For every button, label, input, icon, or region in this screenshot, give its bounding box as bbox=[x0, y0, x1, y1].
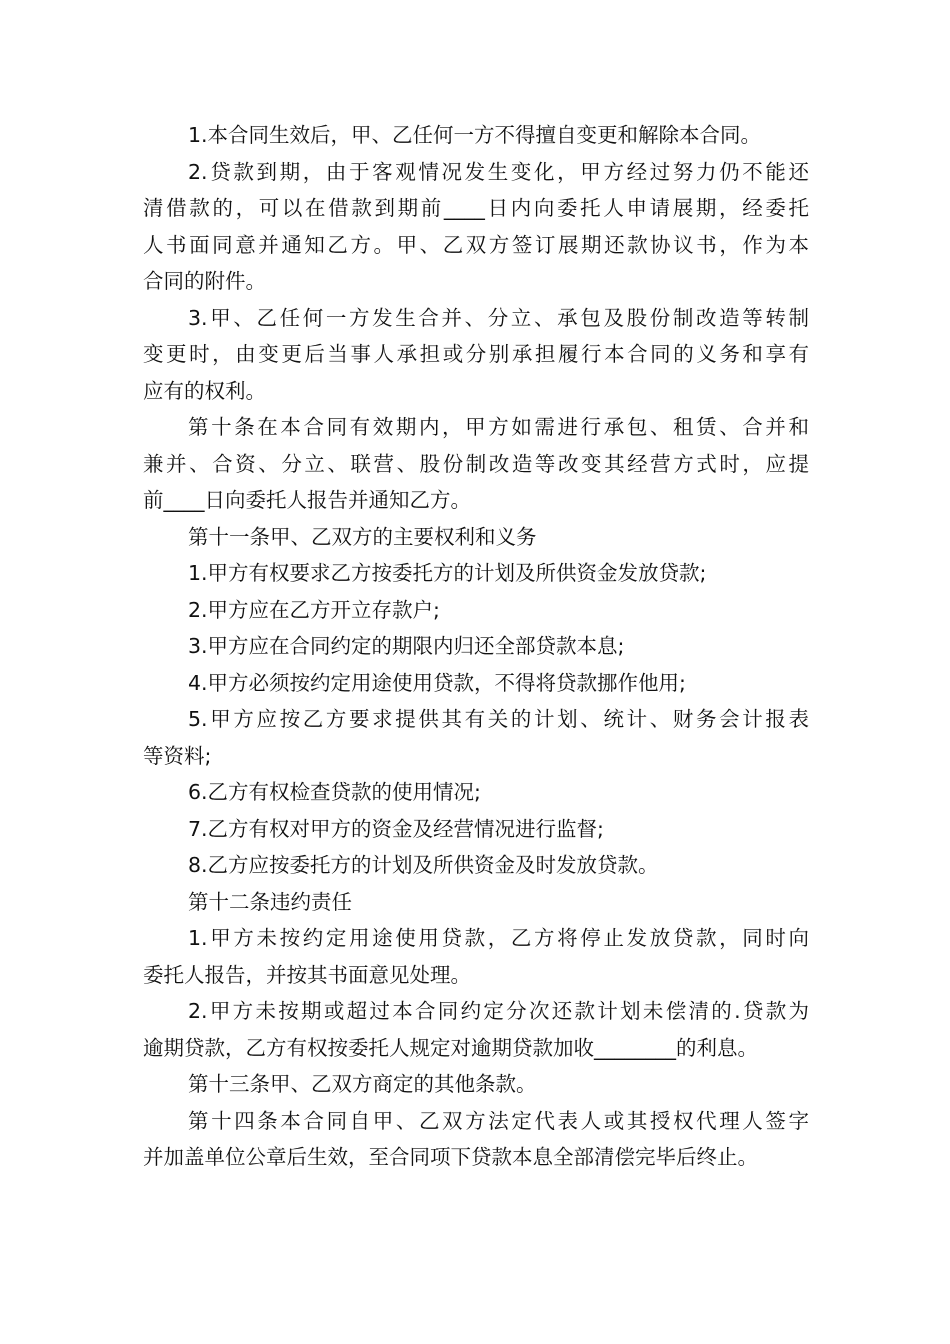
paragraph bbox=[143, 811, 809, 848]
paragraph bbox=[143, 847, 809, 884]
paragraph-line: 3.甲、乙任何一方发生合并、分立、承包及股份制改造等转制 bbox=[188, 305, 809, 330]
paragraph-line: 6.乙方有权检查贷款的使用情况; bbox=[188, 780, 481, 804]
paragraph-line: 合同的附件。 bbox=[143, 269, 266, 293]
paragraph-line: 第十条在本合同有效期内，甲方如需进行承包、租赁、合并和 bbox=[188, 415, 809, 439]
paragraph bbox=[143, 409, 809, 519]
paragraph bbox=[143, 628, 809, 665]
paragraph bbox=[143, 592, 809, 629]
paragraph-line: 应有的权利。 bbox=[143, 378, 266, 403]
paragraph-line: 第十四条本合同自甲、乙双方法定代表人或其授权代理人签字 bbox=[188, 1108, 809, 1133]
paragraph bbox=[143, 555, 809, 592]
paragraph bbox=[143, 154, 809, 300]
paragraph-line: 2.甲方应在乙方开立存款户; bbox=[188, 597, 440, 622]
paragraph bbox=[143, 774, 809, 811]
paragraph bbox=[143, 701, 809, 774]
paragraph-line: 3.甲方应在合同约定的期限内归还全部贷款本息; bbox=[188, 634, 625, 658]
paragraph-line: 变更时，由变更后当事人承担或分别承担履行本合同的义务和享有 bbox=[143, 342, 809, 366]
paragraph-line: 委托人报告，并按其书面意见处理。 bbox=[143, 962, 471, 987]
paragraph-line: 等资料; bbox=[143, 743, 212, 768]
paragraph-line: 2.贷款到期，由于客观情况发生变化，甲方经过努力仍不能还 bbox=[188, 159, 809, 184]
paragraph bbox=[143, 993, 809, 1066]
paragraph-line: 第十一条甲、乙双方的主要权利和义务 bbox=[188, 524, 537, 549]
paragraph-line: 第十三条甲、乙双方商定的其他条款。 bbox=[188, 1072, 537, 1096]
paragraph bbox=[143, 665, 809, 702]
paragraph bbox=[143, 519, 809, 556]
paragraph-line: 8.乙方应按委托方的计划及所供资金及时发放贷款。 bbox=[188, 853, 659, 877]
paragraph-line: 并加盖单位公章后生效，至合同项下贷款本息全部清偿完毕后终止。 bbox=[143, 1145, 758, 1169]
paragraph-line: 2.甲方未按期或超过本合同约定分次还款计划未偿清的.贷款为 bbox=[188, 999, 809, 1023]
paragraph-line: 4.甲方必须按约定用途使用贷款，不得将贷款挪作他用; bbox=[188, 670, 686, 695]
paragraph-line: 1.甲方有权要求乙方按委托方的计划及所供资金发放贷款; bbox=[188, 561, 707, 585]
paragraph bbox=[143, 1066, 809, 1103]
paragraph-line: 第十二条违约责任 bbox=[188, 889, 352, 914]
paragraph bbox=[143, 920, 809, 993]
paragraph bbox=[143, 884, 809, 921]
paragraph-line: 兼并、合资、分立、联营、股份制改造等改变其经营方式时，应提 bbox=[143, 451, 809, 476]
paragraph-line: 清借款的，可以在借款到期前____日内向委托人申请展期，经委托 bbox=[143, 196, 809, 220]
paragraph-line: 5.甲方应按乙方要求提供其有关的计划、统计、财务会计报表 bbox=[188, 707, 809, 731]
paragraph-line: 前____日向委托人报告并通知乙方。 bbox=[143, 488, 471, 512]
paragraph bbox=[143, 1103, 809, 1176]
paragraph-line: 1.本合同生效后，甲、乙任何一方不得擅自变更和解除本合同。 bbox=[188, 123, 762, 147]
paragraph-line: 逾期贷款，乙方有权按委托人规定对逾期贷款加收________的利息。 bbox=[143, 1035, 758, 1060]
paragraph bbox=[143, 300, 809, 410]
document-body bbox=[143, 117, 809, 1176]
paragraph-line: 人书面同意并通知乙方。甲、乙双方签订展期还款协议书，作为本 bbox=[143, 232, 809, 257]
paragraph-line: 7.乙方有权对甲方的资金及经营情况进行监督; bbox=[188, 816, 604, 841]
paragraph bbox=[143, 117, 809, 154]
paragraph-line: 1.甲方未按约定用途使用贷款，乙方将停止发放贷款，同时向 bbox=[188, 926, 809, 950]
